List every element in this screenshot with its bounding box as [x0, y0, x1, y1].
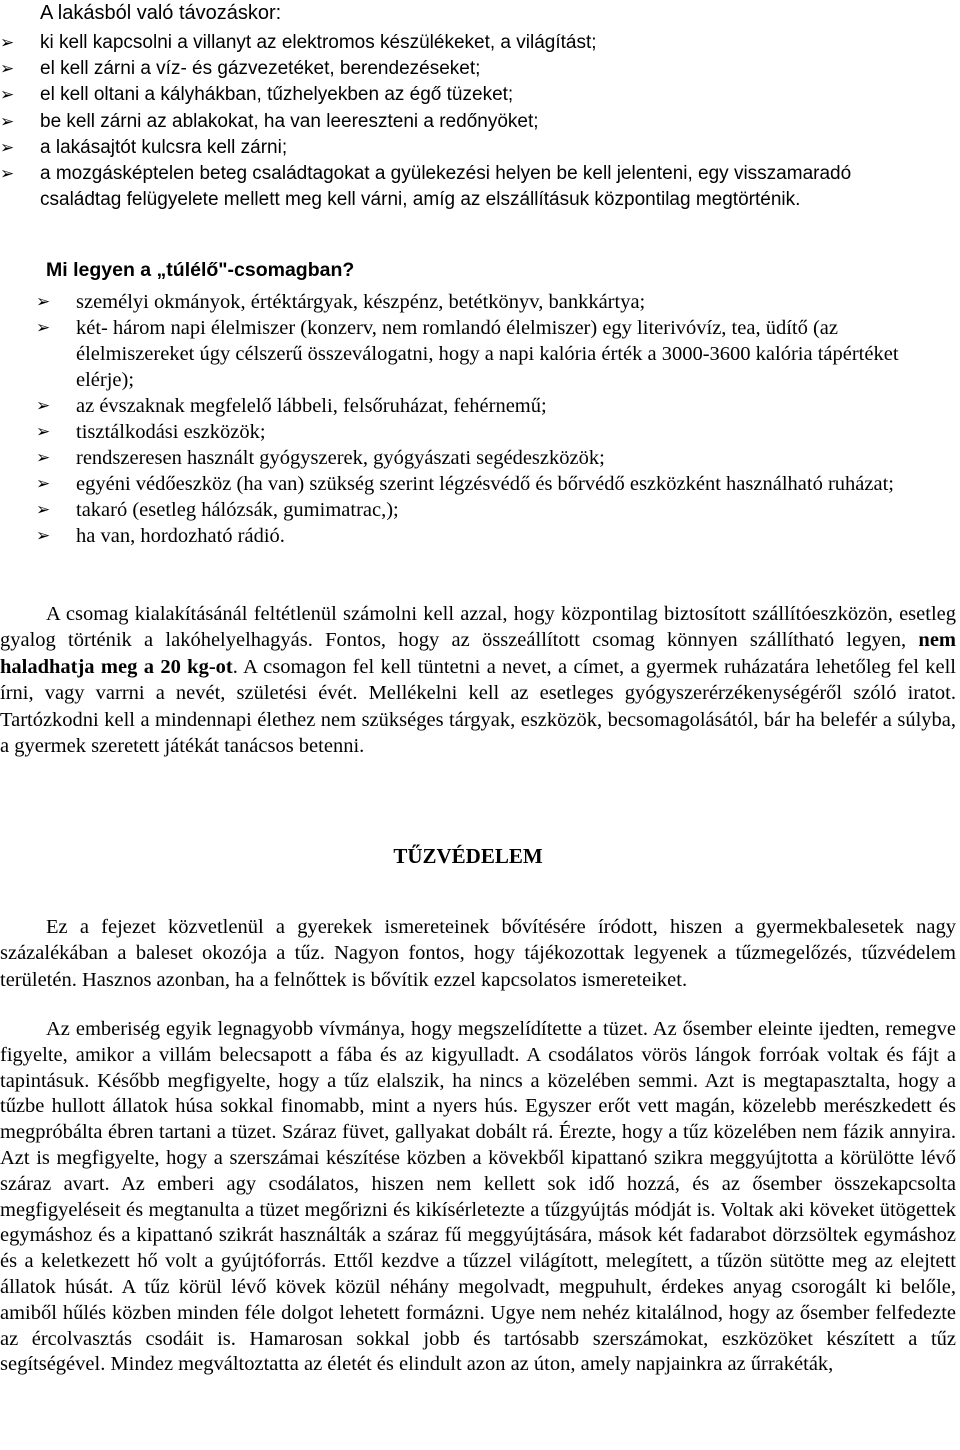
- arrow-bullet-icon: ➢: [36, 292, 51, 312]
- list-item-text: el kell zárni a víz- és gázvezetéket, berendezéseket;: [40, 58, 481, 80]
- arrow-bullet-icon: ➢: [36, 318, 51, 338]
- list-item: [0, 56, 880, 82]
- list-item-text: be kell zárni az ablakokat, ha van leereszteni a redőnyöket;: [40, 110, 539, 132]
- list-item: [0, 82, 880, 108]
- list-item-text: személyi okmányok, értéktárgyak, készpénz, betétkönyv, bankkártya;: [76, 291, 646, 313]
- list-item-text: ki kell kapcsolni a villanyt az elektromos készülékeket, a világítást;: [40, 32, 597, 53]
- list-item: [36, 471, 916, 497]
- survival-pack-list: [36, 289, 916, 549]
- list-item: [0, 30, 880, 56]
- paragraph-text: A csomag kialakításánál feltétlenül számolni kell azzal, hogy központilag biztosított szállítóeszközön, esetleg gyalog történik a lakóhelyelhagyás. Fontos, hogy az összeállított csomag könnyen szállítható legyen,: [0, 603, 956, 652]
- arrow-bullet-icon: ➢: [36, 526, 51, 546]
- survival-pack-heading: Mi legyen a „túlélő"-csomagban?: [46, 259, 355, 281]
- list-item-text: a lakásajtót kulcsra kell zárni;: [40, 136, 288, 158]
- list-item: [36, 393, 916, 419]
- list-item-text: az évszaknak megfelelő lábbeli, felsőruházat, fehérnemű;: [76, 395, 547, 417]
- list-item: [0, 109, 880, 135]
- list-item: [36, 523, 916, 549]
- arrow-bullet-icon: ➢: [36, 422, 51, 442]
- arrow-bullet-icon: ➢: [0, 33, 15, 53]
- weight-limit-emphasis: nem haladhatja meg a 20 kg-ot: [0, 629, 956, 678]
- list-item-text: rendszeresen használt gyógyszerek, gyógyászati segédeszközök;: [76, 447, 605, 469]
- list-item: [36, 289, 916, 315]
- list-item: [36, 315, 916, 393]
- chapter-intro-paragraph: Ez a fejezet közvetlenül a gyerekek ismereteinek bővítésére íródott, hiszen a gyermekbalesetek nagy százalékában a baleset okozója a tűz. Nagyon fontos, hogy tájékozottak legyenek a tűzmegelőzés, tűzvédelem területén. Hasznos azonban, ha a felnőttek is bővítik ezzel kapcsolatos ismereteiket.: [0, 916, 956, 991]
- list-item: [36, 497, 916, 523]
- list-item: [0, 135, 880, 161]
- list-item-text: a mozgásképtelen beteg családtagokat a gyülekezési helyen be kell jelenteni, egy visszamaradó családtag felügyelete mellett meg kell várni, amíg az elszállításuk központilag megtörténik.: [40, 163, 852, 211]
- fire-protection-title: TŰZVÉDELEM: [393, 844, 543, 868]
- list-item: [36, 419, 916, 445]
- list-item: [36, 445, 916, 471]
- pack-guidance-paragraph: [0, 601, 956, 759]
- list-item: [0, 161, 880, 213]
- arrow-bullet-icon: ➢: [36, 396, 51, 416]
- list-item-text: ha van, hordozható rádió.: [76, 525, 285, 547]
- leaving-home-heading: A lakásból való távozáskor:: [40, 2, 282, 24]
- arrow-bullet-icon: ➢: [0, 137, 15, 158]
- arrow-bullet-icon: ➢: [36, 448, 51, 468]
- list-item-text: el kell oltani a kályhákban, tűzhelyekben az égő tüzeket;: [40, 84, 514, 106]
- list-item-text: két- három napi élelmiszer (konzerv, nem romlandó élelmiszer) egy literivóvíz, tea, üdítő (az élelmiszereket úgy célszerű összeválogatni, hogy a napi kalória érték a 3000-3600 kalória tápértéket elérje);: [76, 317, 899, 391]
- arrow-bullet-icon: ➢: [0, 111, 15, 132]
- leaving-home-list: [0, 30, 880, 213]
- paragraph-text: . A csomagon fel kell tüntetni a nevet, a címet, a gyermek ruházatára lehetőleg fel kell írni, vagy varrni a nevét, születési évét. Mellékelni kell az esetleges gyógyszerérzékenységéről szóló iratot. Tartózkodni kell a mindennapi élethez nem szükséges tárgyak, eszközök, becsomagolásától, bár ha belefér a súlyba, a gyermek szeretett játékát tanácsos betenni.: [0, 655, 956, 758]
- list-item-text: tisztálkodási eszközök;: [76, 421, 266, 443]
- arrow-bullet-icon: ➢: [0, 59, 15, 80]
- fire-history-paragraph: Az emberiség egyik legnagyobb vívmánya, hogy megszelídítette a tüzet. Az ősember eleinte ijedten, remegve figyelte, amikor a villám belecsapott a fába és az kigyulladt. A csodálatos vörös lángok forróak voltak és fájt a tapintásuk. Később megfigyelte, hogy a tűz elalszik, ha nincs a közelében semmi. Azt is megtapasztalta, hogy a tűzbe hullott állatok húsa sokkal finomabb, mint a nyers hús. Egyszer erőt vett magán, közelebb merészkedett és megpróbálta ébren tartani a tüzet. Száraz füvet, gallyakat dobált rá. Érezte, hogy a tűz közelében nem fázik annyira. Azt is megfigyelte, hogy a szerszámai készítése közben a kövekből kipattanó szikra meggyújtotta a körülötte lévő száraz avart. Az emberi agy csodálatos, hiszen nem kellett sok idő hozzá, és az ősember összekapcsolta megfigyeléseit és megtanulta a tüzet megőrizni és kikísérletezte a tűzgyújtás módját is. Voltak aki köveket ütögettek egymáshoz és a kipattanó szikrát használták a száraz fű meggyújtására, mások két fadarabot dörzsöltek egymáshoz és a keletkezett hő volt a gyújtóforrás. Ettől kezdve a tűzzel világított, melegített, a tűzön sütötte meg az elejtett állatok húsát. A tűz körül lévő kövek közül néhány megolvadt, megpuhult, érdekes anyag csorogált ki belőle, amiből hűlés közben minden féle dolgot lehetett formázni. Ugye nem nehéz kitalálnod, hogy az ősember felfedezte az ércolvasztás csodáit is. Hamarosan sokkal jobb és tartósabb szerszámokat, eszközöket készített a tűz segítségével. Mindez megváltoztatta az életét és elindult azon az úton, amely napjainkra az űrrakéták,: [0, 1018, 956, 1376]
- arrow-bullet-icon: ➢: [36, 474, 51, 494]
- arrow-bullet-icon: ➢: [0, 85, 15, 106]
- list-item-text: takaró (esetleg hálózsák, gumimatrac,);: [76, 499, 399, 521]
- list-item-text: egyéni védőeszköz (ha van) szükség szerint légzésvédő és bőrvédő eszközként használható ruházat;: [76, 473, 894, 495]
- arrow-bullet-icon: ➢: [36, 500, 51, 520]
- arrow-bullet-icon: ➢: [0, 164, 15, 185]
